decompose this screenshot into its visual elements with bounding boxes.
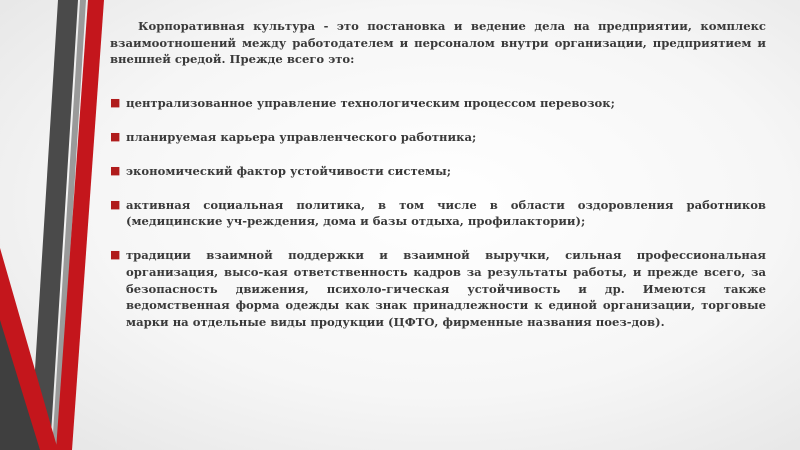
list-item-text: традиции взаимной поддержки и взаимной выручки, сильная профессиональная организация, высо-кая ответственность кадров за результаты работы, и прежде всего, за безопасность движения, психоло-гическая устойчивость и др. Имеются также ведомственная форма одежды как знак принадлежности к единой организации, торговые марки на отдельные виды продукции (ЦФТО, фирменные названия поез-дов). [126, 248, 766, 329]
list-item-text: экономический фактор устойчивости системы; [126, 163, 451, 178]
bullet-list [110, 95, 766, 331]
square-bullet-icon: ■ [110, 163, 121, 177]
list-item-text: централизованное управление технологическим процессом перевозок; [126, 95, 615, 110]
text-content [110, 18, 766, 348]
square-bullet-icon: ■ [110, 95, 121, 109]
square-bullet-icon: ■ [110, 248, 121, 262]
square-bullet-icon: ■ [110, 129, 121, 143]
list-item-text: активная социальная политика, в том числе в области оздоровления работников (медицинские уч-реждения, дома и базы отдыха, профилактории); [126, 197, 766, 229]
list-item [110, 197, 766, 230]
list-item [110, 129, 766, 146]
intro-paragraph: Корпоративная культура - это постановка и ведение дела на предприятии, комплекс взаимоотношений между работодателем и персоналом внутри организации, предприятием и внешней средой. Прежде всего это: [110, 19, 766, 67]
list-item [110, 163, 766, 180]
square-bullet-icon: ■ [110, 197, 121, 211]
list-item-text: планируемая карьера управленческого работника; [126, 129, 477, 144]
list-item [110, 95, 766, 112]
list-item [110, 247, 766, 330]
